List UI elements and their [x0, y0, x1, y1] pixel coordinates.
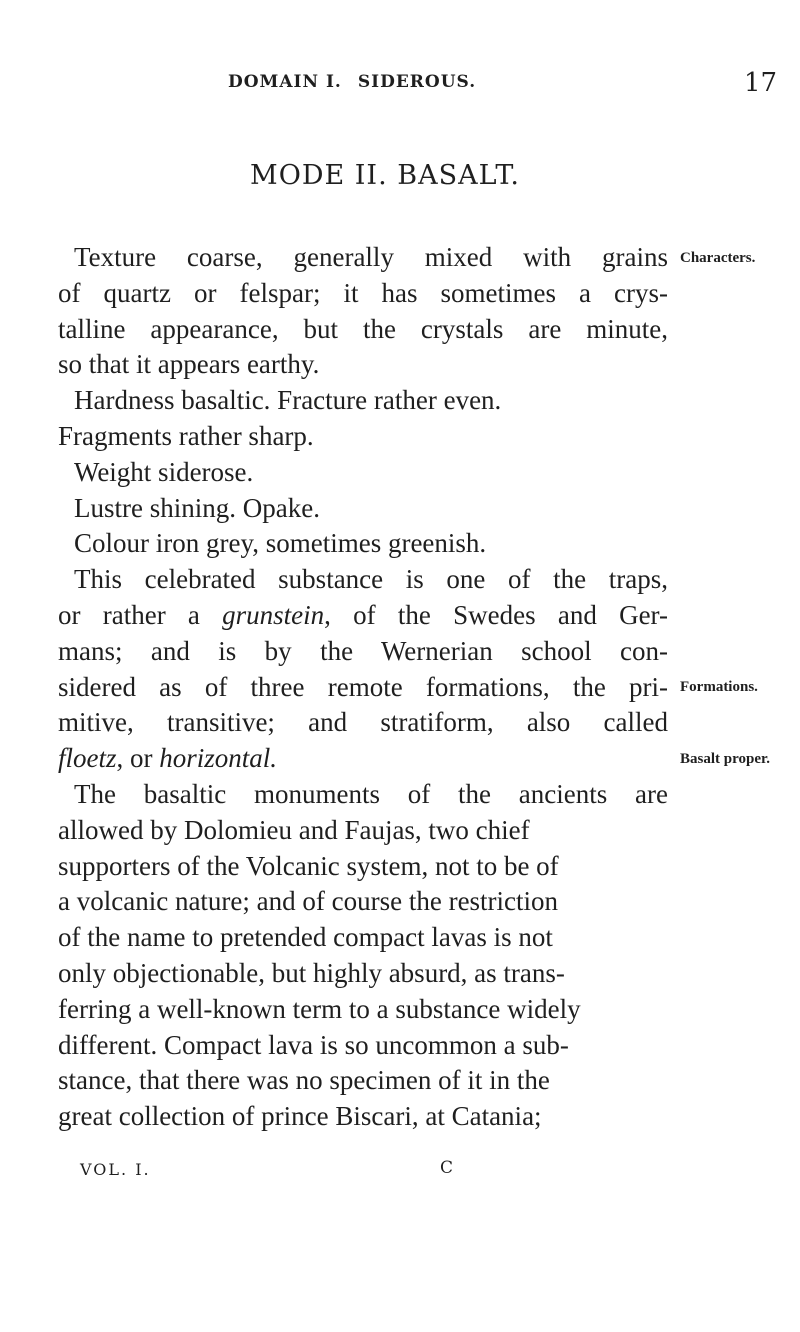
body-text: [58, 240, 668, 1135]
text-line: ferring a well-known term to a substance widely: [58, 993, 581, 1024]
text-fragment: , of the Swedes and Ger-: [324, 599, 668, 630]
text-line: so that it appears earthy.: [58, 349, 320, 380]
text-line: sidered as of three remote formations, the pri-: [58, 671, 668, 702]
text-line: supporters of the Volcanic system, not to be of: [58, 850, 559, 881]
text-line: only objectionable, but highly absurd, as trans-: [58, 957, 565, 988]
running-head-left: DOMAIN I.: [228, 72, 342, 92]
italic-term-floetz: floetz: [58, 743, 117, 774]
text-line: of the name to pretended compact lavas is not: [58, 922, 553, 953]
text-line: Texture coarse, generally mixed with grains: [74, 242, 668, 272]
text-line: Fragments rather sharp.: [58, 420, 314, 451]
margin-note-characters: Characters.: [680, 250, 756, 266]
italic-term-grunstein: grunstein: [222, 599, 325, 630]
text-line: stance, that there was no specimen of it in the: [58, 1065, 550, 1096]
running-head-right: SIDEROUS.: [357, 72, 477, 92]
text-line: mans; and is by the Wernerian school con-: [58, 635, 668, 666]
text-line: [58, 741, 668, 777]
text-line: Colour iron grey, sometimes greenish.: [74, 528, 487, 559]
text-fragment: or rather a: [58, 599, 223, 630]
text-line: Weight siderose.: [74, 456, 254, 487]
text-line: [58, 598, 668, 634]
margin-note-formations: Formations.: [680, 679, 758, 695]
page-number: 17: [744, 68, 778, 98]
text-line: a volcanic nature; and of course the restriction: [58, 886, 559, 917]
text-line: Lustre shining. Opake.: [74, 492, 320, 523]
running-head: [228, 72, 476, 92]
text-line: talline appearance, but the crystals are minute,: [58, 313, 668, 344]
text-line: allowed by Dolomieu and Faujas, two chief: [58, 814, 530, 845]
text-line: Hardness basaltic. Fracture rather even.: [74, 385, 502, 416]
text-line: of quartz or felspar; it has sometimes a crys-: [58, 277, 668, 308]
section-title: MODE II. BASALT.: [250, 160, 520, 191]
margin-note-basalt-proper: Basalt proper.: [680, 751, 771, 767]
italic-term-horizontal: horizontal.: [159, 743, 278, 774]
text-line: The basaltic monuments of the ancients are: [74, 778, 668, 809]
text-line: different. Compact lava is so uncommon a sub-: [58, 1029, 569, 1060]
text-line: mitive, transitive; and stratiform, also called: [58, 707, 668, 738]
text-line: great collection of prince Biscari, at Catania;: [58, 1101, 542, 1132]
text-line: This celebrated substance is one of the traps,: [74, 564, 668, 595]
signature-mark: C: [440, 1158, 454, 1178]
volume-footer: VOL. I.: [80, 1160, 151, 1179]
text-fragment: , or: [116, 743, 160, 774]
